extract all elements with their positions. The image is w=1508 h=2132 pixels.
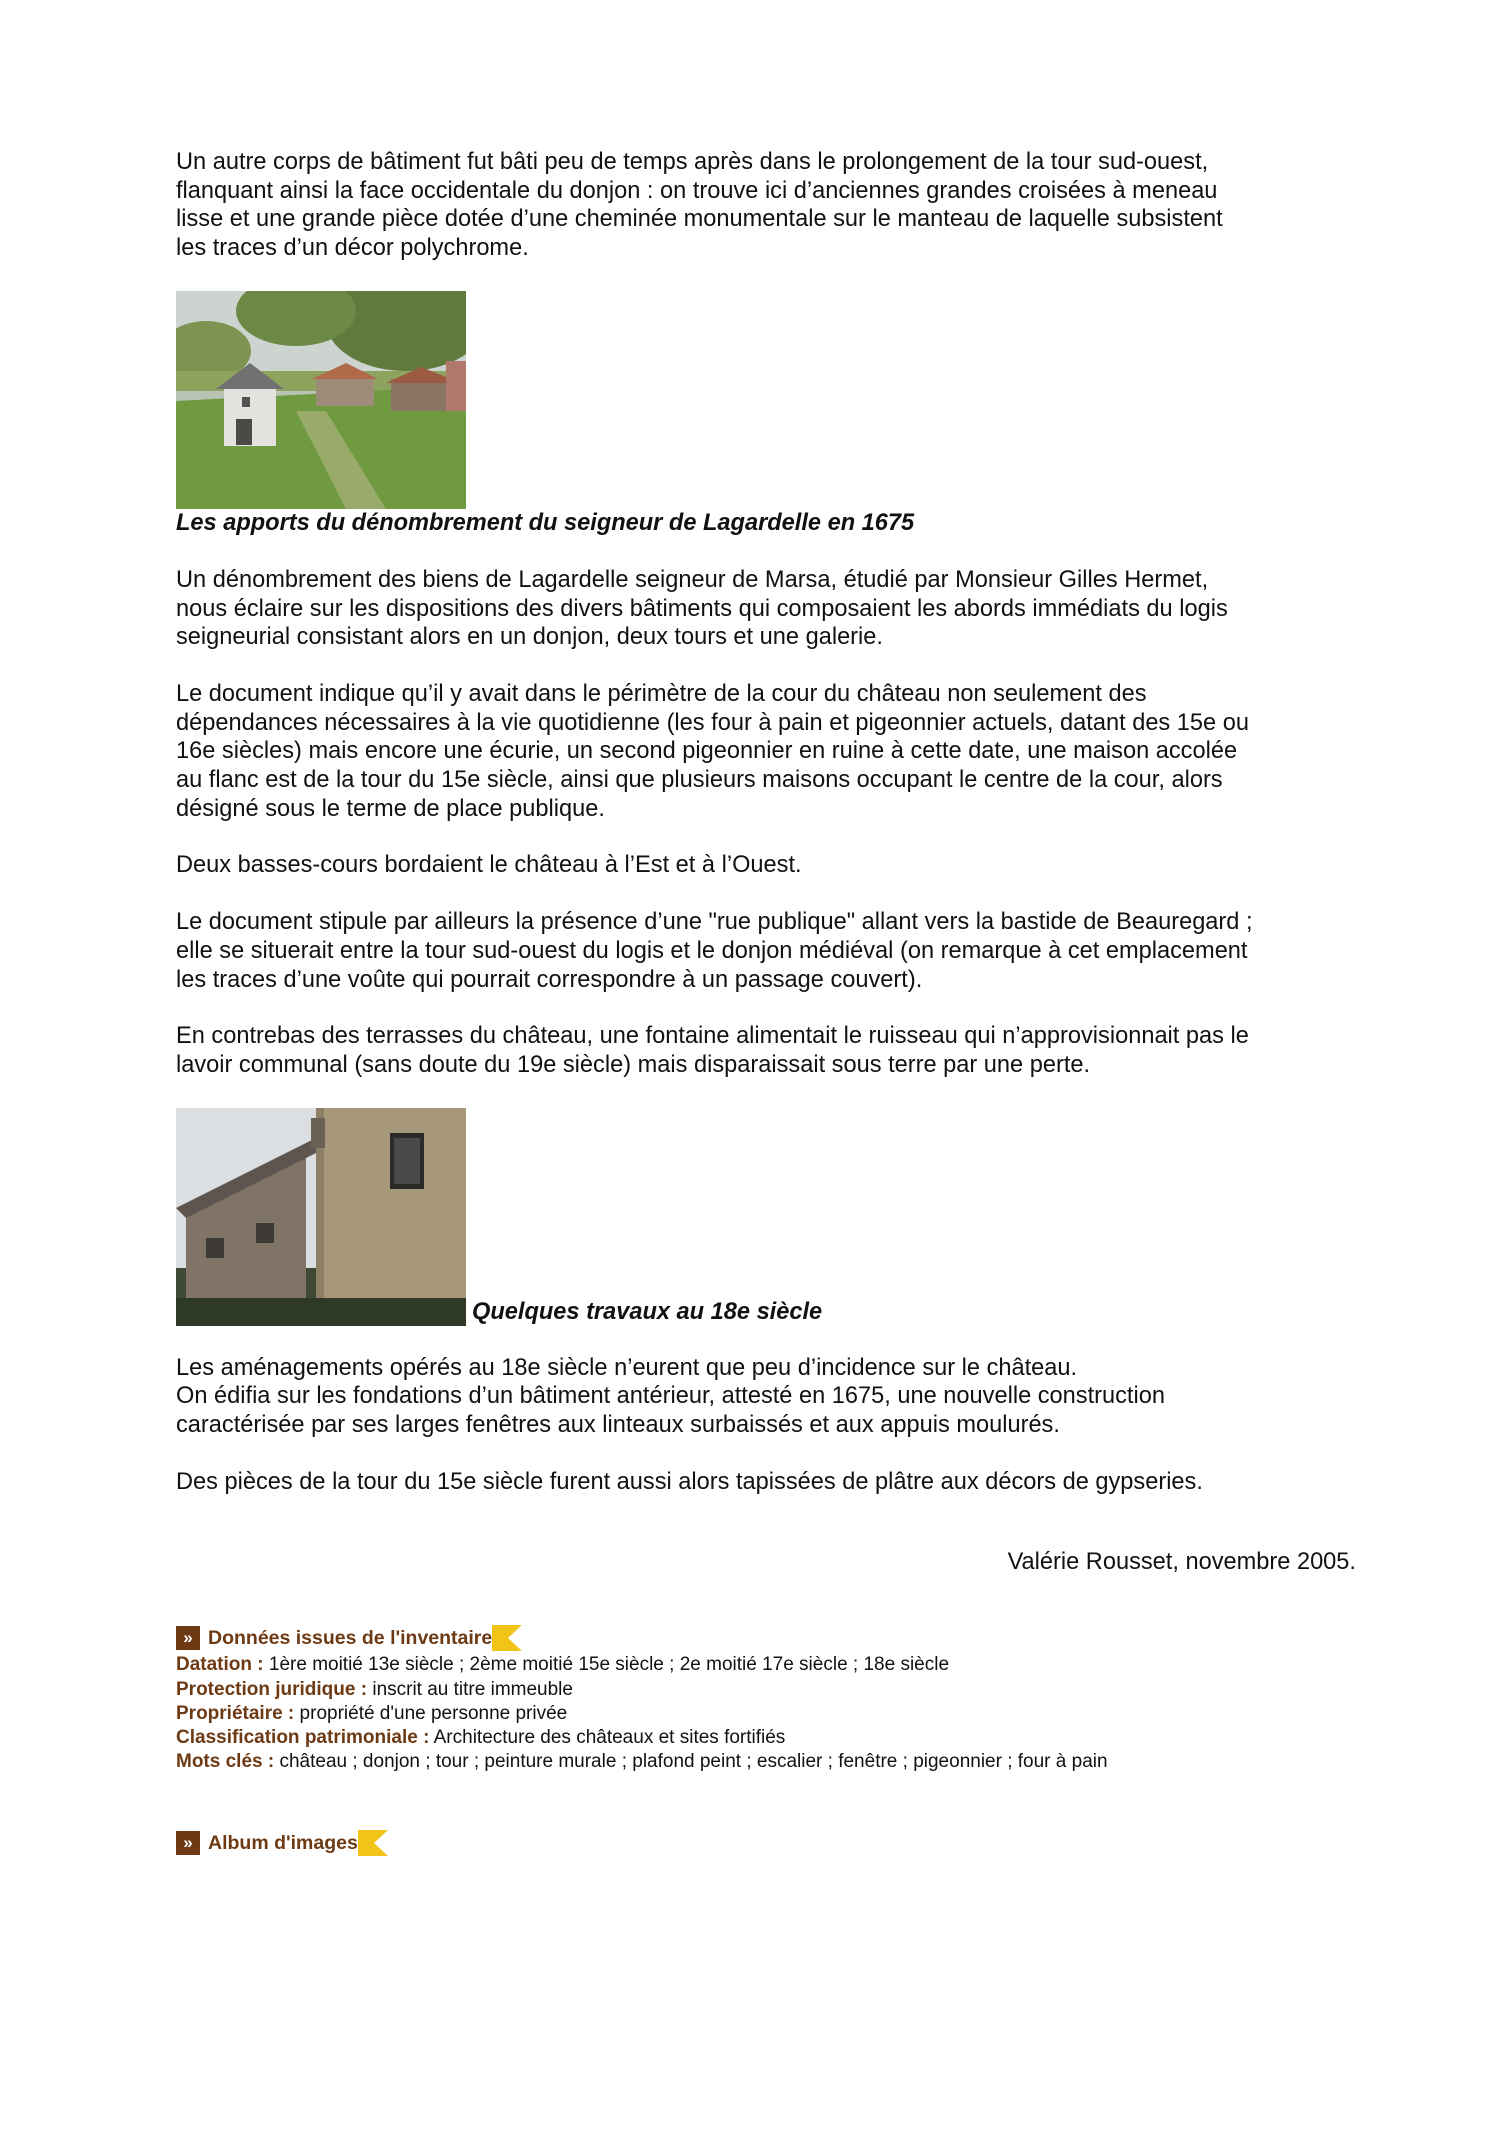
section-18e-paragraph [176,1468,1356,1497]
inventory-row [176,1653,1356,1677]
inventory-key: Classification patrimoniale : [176,1727,430,1749]
inventory-row [176,1702,1356,1726]
text-line: Des pièces de la tour du 15e siècle furent aussi alors tapissées de plâtre aux décors de gypseries. [176,1468,1203,1495]
author-signature: Valérie Rousset, novembre 2005. [1007,1549,1356,1576]
album-heading[interactable]: Album d'images [208,1832,358,1855]
inventory-header [176,1624,1356,1652]
text-line: nous éclaire sur les dispositions des divers bâtiments qui composaient les abords immédiats du logis [176,595,1228,622]
section-18e-body [176,1354,1356,1497]
inventory-value: 1ère moitié 13e siècle ; 2ème moitié 15e siècle ; 2e moitié 17e siècle ; 18e siècle [263,1654,950,1676]
section-18e-paragraph [176,1354,1356,1440]
text-line: dépendances nécessaires à la vie quotidienne (les four à pain et pigeonnier actuels, datant des 15e ou [176,709,1249,736]
inventory-key: Mots clés : [176,1751,275,1773]
inventory-key: Datation : [176,1654,264,1676]
yellow-flag-icon [492,1625,522,1651]
section-18e-header [176,1108,1356,1326]
inventory-value: inscrit au titre immeuble [367,1678,573,1700]
section-1675-body [176,566,1356,1080]
section-1675-paragraph [176,680,1356,824]
inventory-row [176,1726,1356,1750]
double-chevron-right-icon: » [176,1626,200,1650]
chateau-photo-illustration [176,1108,466,1326]
article-content [176,148,1356,1857]
inventory-value: château ; donjon ; tour ; peinture murale ; plafond peint ; escalier ; fenêtre ; pigeonnier ; four à pain [274,1751,1108,1773]
text-line: seigneurial consistant alors en un donjon, deux tours et une galerie. [176,624,883,651]
section-1675-paragraph [176,851,1356,880]
text-line: On édifia sur les fondations d’un bâtiment antérieur, attesté en 1675, une nouvelle construction [176,1383,1165,1410]
section-1675-paragraph [176,1022,1356,1079]
section-title-18e: Quelques travaux au 18e siècle [472,1298,823,1325]
section-1675-paragraph [176,566,1356,652]
photo-chateau-facade [176,1108,466,1326]
inventory-heading: Données issues de l'inventaire [208,1627,493,1650]
text-line: Un autre corps de bâtiment fut bâti peu de temps après dans le prolongement de la tour sud-ouest, [176,149,1209,175]
text-line: lisse et une grande pièce dotée d’une cheminée monumentale sur le manteau de laquelle subsistent [176,206,1223,233]
text-line: En contrebas des terrasses du château, une fontaine alimentait le ruisseau qui n’approvisionnait pas le [176,1023,1249,1050]
text-line: Les aménagements opérés au 18e siècle n’eurent que peu d’incidence sur le château. [176,1354,1078,1381]
text-line: 16e siècles) mais encore une écurie, un second pigeonnier en ruine à cette date, une maison accolée [176,738,1238,765]
inventory-value: propriété d'une personne privée [294,1702,568,1724]
inventory-key: Protection juridique : [176,1678,368,1700]
yellow-flag-icon [358,1830,388,1856]
text-line: désigné sous le terme de place publique. [176,795,605,822]
inventory-row [176,1750,1356,1774]
text-line: les traces d’une voûte qui pourrait correspondre à un passage couvert). [176,966,923,993]
text-line: Deux basses-cours bordaient le château à l’Est et à l’Ouest. [176,852,802,879]
album-header[interactable] [176,1829,1356,1857]
inventory-value: Architecture des châteaux et sites fortifiés [429,1727,786,1749]
text-line: Le document stipule par ailleurs la présence d’une "rue publique" allant vers la bastide de Beauregard ; [176,909,1253,936]
text-line: Le document indique qu’il y avait dans le périmètre de la cour du château non seulement des [176,680,1147,707]
text-line: les traces d’un décor polychrome. [176,235,529,262]
inventory-row [176,1678,1356,1702]
inventory-block [176,1624,1356,1774]
text-line: Un dénombrement des biens de Lagardelle seigneur de Marsa, étudié par Monsieur Gilles Hermet, [176,566,1209,593]
text-line: caractérisée par ses larges fenêtres aux linteaux surbaissés et aux appuis moulurés. [176,1412,1060,1439]
intro-paragraph [176,148,1356,263]
text-line: flanquant ainsi la face occidentale du donjon : on trouve ici d’anciennes grandes croisées à meneau [176,177,1218,204]
text-line: lavoir communal (sans doute du 19e siècle) mais disparaissait sous terre par une perte. [176,1051,1091,1078]
section-title-1675: Les apports du dénombrement du seigneur de Lagardelle en 1675 [176,509,915,536]
double-chevron-right-icon: » [176,1831,200,1855]
text-line: elle se situerait entre la tour sud-ouest du logis et le donjon médiéval (on remarque à cet emplacement [176,937,1248,964]
section-1675-paragraph [176,908,1356,994]
text-line: au flanc est de la tour du 15e siècle, ainsi que plusieurs maisons occupant le centre de la cour, alors [176,767,1223,794]
inventory-fields [176,1653,1356,1774]
photo-pigeonnier-courtyard [176,291,466,509]
album-block [176,1829,1356,1857]
courtyard-photo-illustration [176,291,466,509]
inventory-key: Propriétaire : [176,1702,295,1724]
